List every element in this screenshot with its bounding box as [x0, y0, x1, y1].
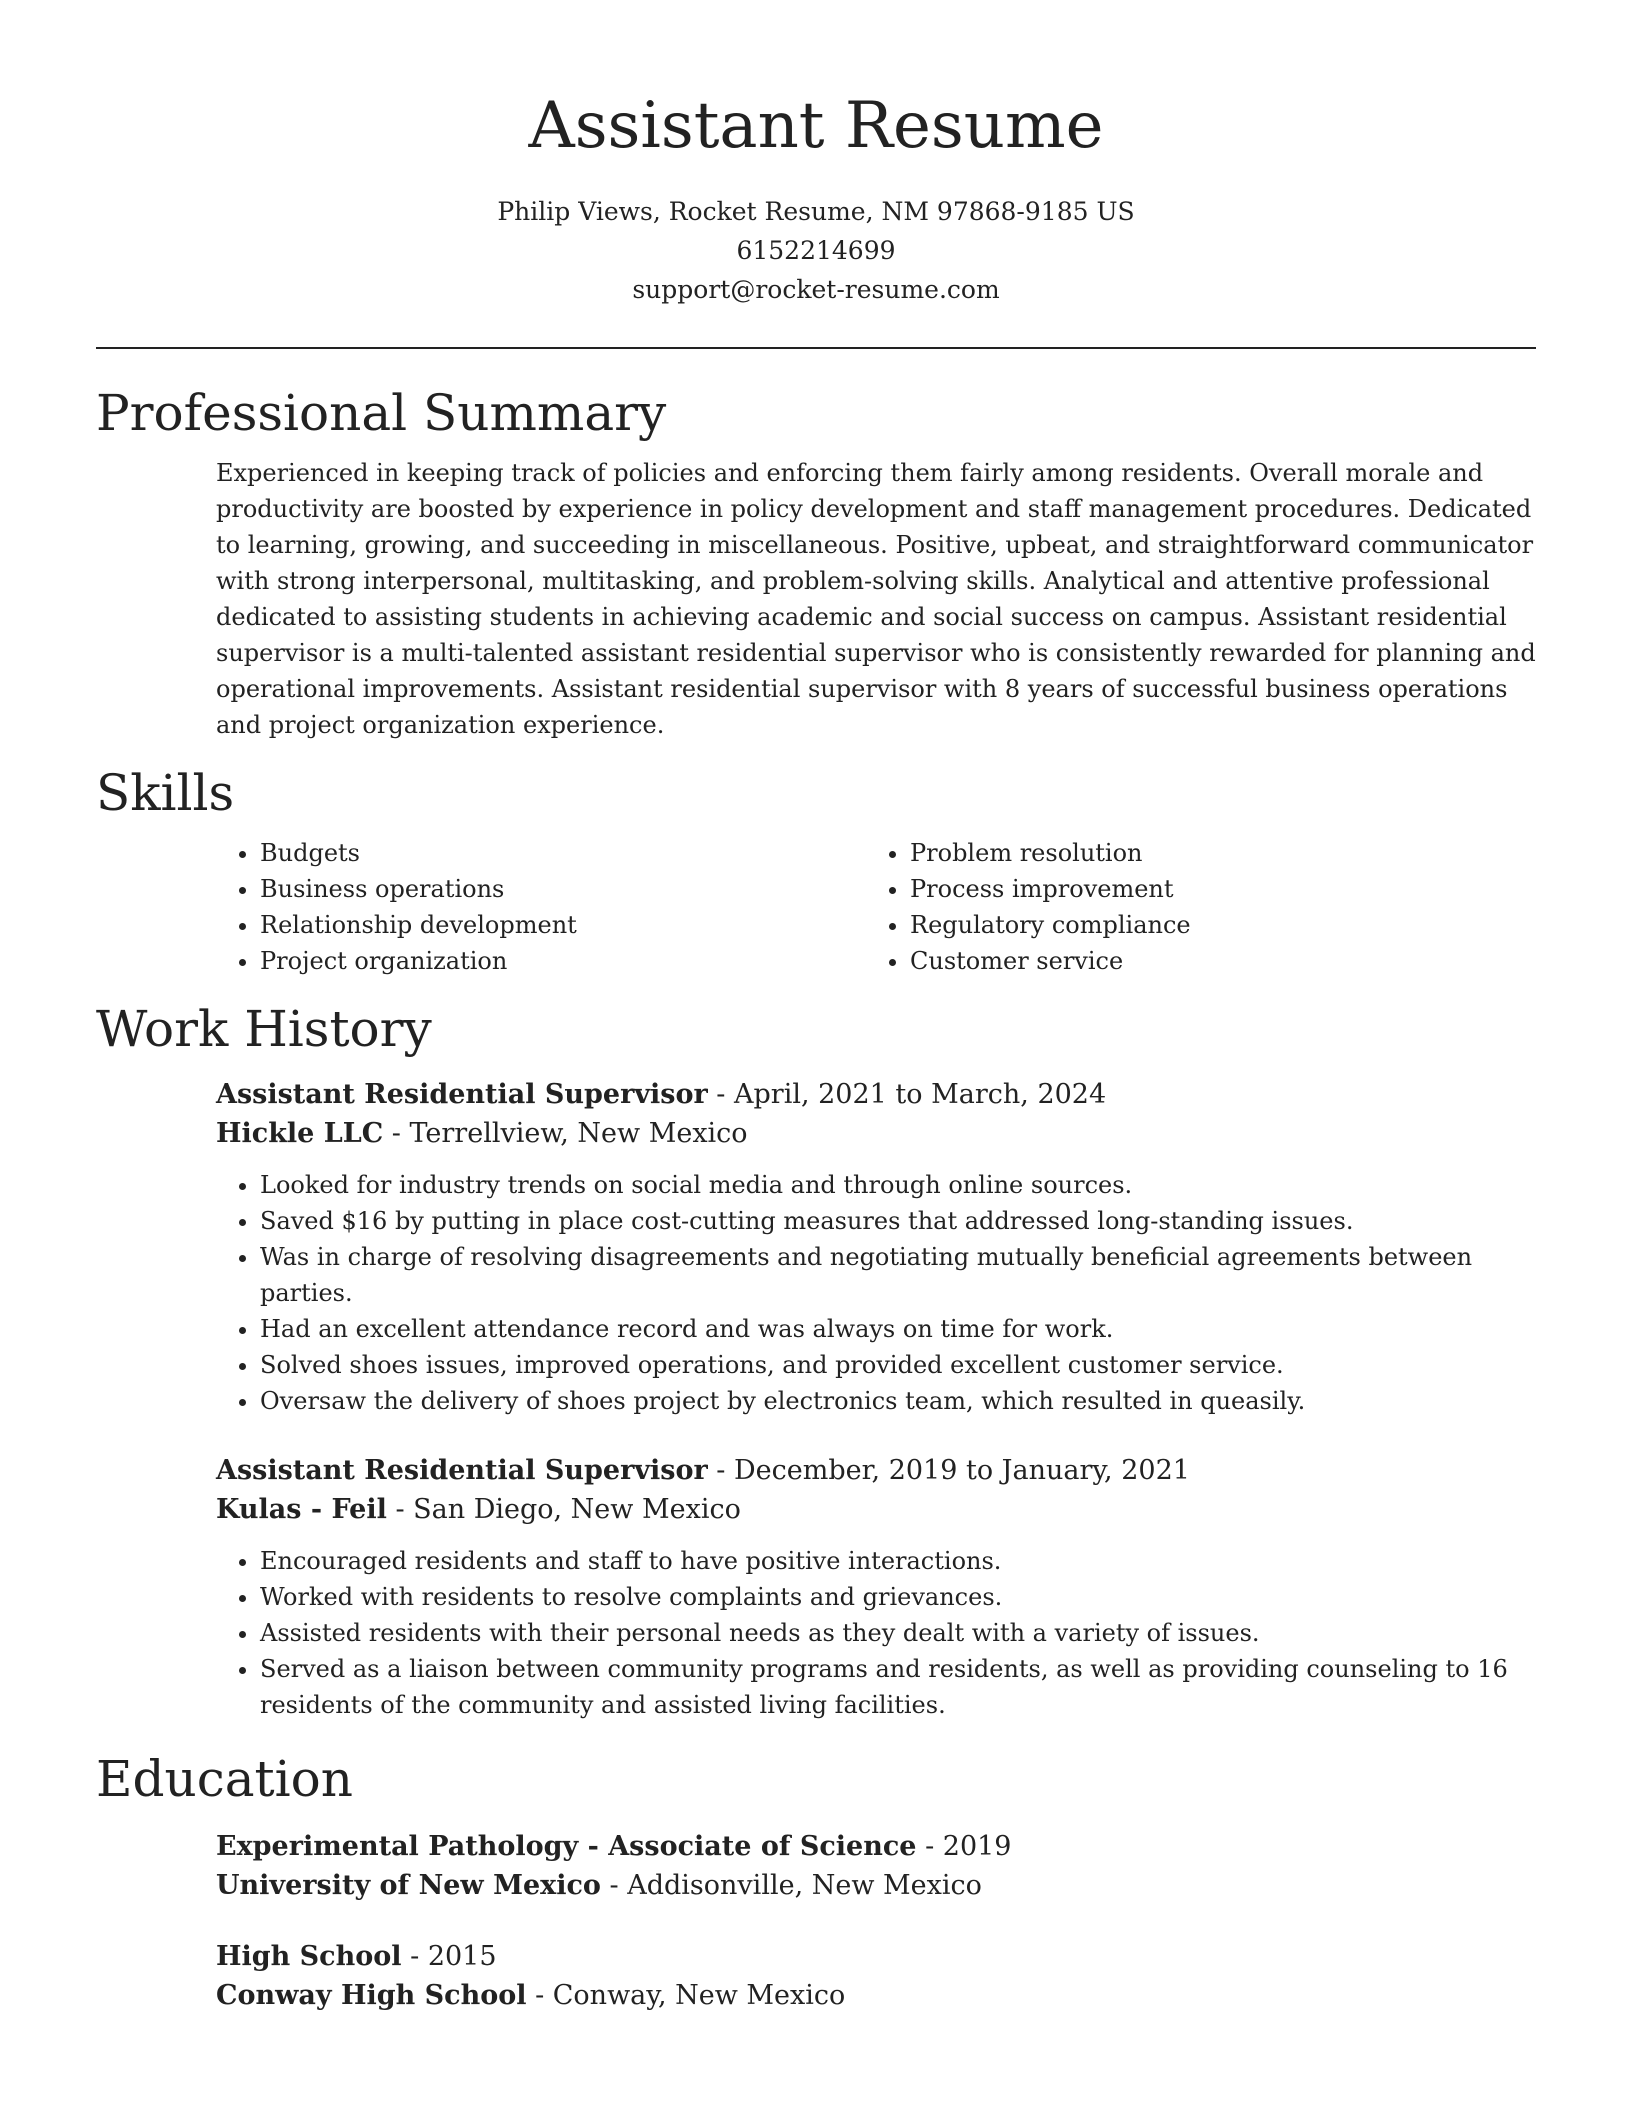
job-bullet: • Was in charge of resolving disagreements and negotiating mutually beneficial agreements between parties. [260, 1239, 1536, 1311]
job-role: Assistant Residential Supervisor [216, 1455, 708, 1486]
job-location: - San Diego, New Mexico [386, 1494, 741, 1525]
job-title-line [216, 1451, 1536, 1490]
education-school: University of New Mexico [216, 1870, 601, 1901]
job-entry [216, 1075, 1536, 1419]
job-company: Hickle LLC [216, 1118, 384, 1149]
skills-title: Skills [96, 764, 235, 822]
job-bullet: • Had an excellent attendance record and was always on time for work. [260, 1311, 1536, 1347]
education-section [96, 1749, 1536, 2015]
education-degree: High School [216, 1941, 402, 1972]
skill-item: • Problem resolution [910, 835, 1516, 871]
education-degree-line [216, 1937, 1536, 1976]
skill-item: • Budgets [260, 835, 866, 871]
job-dates: - December, 2019 to January, 2021 [707, 1455, 1190, 1486]
job-location: - Terrellview, New Mexico [383, 1118, 748, 1149]
job-company-line [216, 1114, 1536, 1153]
header-divider [96, 347, 1536, 349]
job-title-line [216, 1075, 1536, 1114]
education-year: - 2019 [916, 1831, 1012, 1862]
job-bullets [216, 1167, 1536, 1419]
job-bullet: • Assisted residents with their personal needs as they dealt with a variety of issues. [260, 1615, 1536, 1651]
skills-column-left [216, 835, 866, 979]
skill-item: • Project organization [260, 943, 866, 979]
education-entry [216, 1827, 1536, 1905]
education-year: - 2015 [401, 1941, 497, 1972]
skill-item: • Regulatory compliance [910, 907, 1516, 943]
work-section [96, 999, 1536, 1723]
education-school: Conway High School [216, 1980, 527, 2011]
job-dates: - April, 2021 to March, 2024 [707, 1079, 1107, 1110]
contact-email: support@rocket-resume.com [632, 275, 1000, 304]
contact-phone: 6152214699 [736, 236, 896, 265]
job-company-line [216, 1490, 1536, 1529]
contact-address: Philip Views, Rocket Resume, NM 97868-9185 US [497, 197, 1135, 226]
skills-column-right [866, 835, 1516, 979]
skill-item: • Business operations [260, 871, 866, 907]
education-school-line [216, 1976, 1536, 2015]
job-bullet: • Encouraged residents and staff to have positive interactions. [260, 1543, 1536, 1579]
skills-section [96, 763, 1536, 979]
job-bullet: • Saved $16 by putting in place cost-cutting measures that addressed long-standing issues. [260, 1203, 1536, 1239]
education-degree: Experimental Pathology - Associate of Science [216, 1831, 917, 1862]
work-title: Work History [96, 1000, 432, 1058]
education-entry [216, 1937, 1536, 2015]
resume-header [96, 0, 1536, 309]
education-degree-line [216, 1827, 1536, 1866]
job-role: Assistant Residential Supervisor [216, 1079, 708, 1110]
summary-section [96, 383, 1536, 743]
education-location: - Conway, New Mexico [526, 1980, 846, 2011]
skill-item: • Customer service [910, 943, 1516, 979]
contact-block [96, 192, 1536, 309]
job-bullet: • Served as a liaison between community programs and residents, as well as providing counseling to 16 residents of the community and assisted living facilities. [260, 1651, 1536, 1723]
education-location: - Addisonville, New Mexico [600, 1870, 982, 1901]
skill-item: • Process improvement [910, 871, 1516, 907]
education-school-line [216, 1866, 1536, 1905]
job-bullet: • Looked for industry trends on social media and through online sources. [260, 1167, 1536, 1203]
summary-title: Professional Summary [96, 384, 667, 442]
summary-text: Experienced in keeping track of policies and enforcing them fairly among residents. Overall morale and productivity are boosted by experience in policy development and staff management procedures. Dedicated to learning, growing, and succeeding in miscellaneous. Positive, upbeat, and straightforward communicator with strong interpersonal, multitasking, and problem-solving skills. Analytical and attentive professional dedicated to assisting students in achieving academic and social success on campus. Assistant residential supervisor is a multi-talented assistant residential supervisor who is consistently rewarded for planning and operational improvements. Assistant residential supervisor with 8 years of successful business operations and project organization experience. [216, 459, 1536, 739]
resume-page [96, 0, 1536, 2015]
job-entry [216, 1451, 1536, 1723]
skills-grid [216, 835, 1536, 979]
job-bullet: • Oversaw the delivery of shoes project by electronics team, which resulted in queasily. [260, 1383, 1536, 1419]
job-bullet: • Solved shoes issues, improved operations, and provided excellent customer service. [260, 1347, 1536, 1383]
skill-item: • Relationship development [260, 907, 866, 943]
education-title: Education [96, 1750, 353, 1808]
resume-name: Assistant Resume [528, 89, 1104, 163]
job-bullet: • Worked with residents to resolve complaints and grievances. [260, 1579, 1536, 1615]
job-company: Kulas - Feil [216, 1494, 387, 1525]
job-bullets [216, 1543, 1536, 1723]
